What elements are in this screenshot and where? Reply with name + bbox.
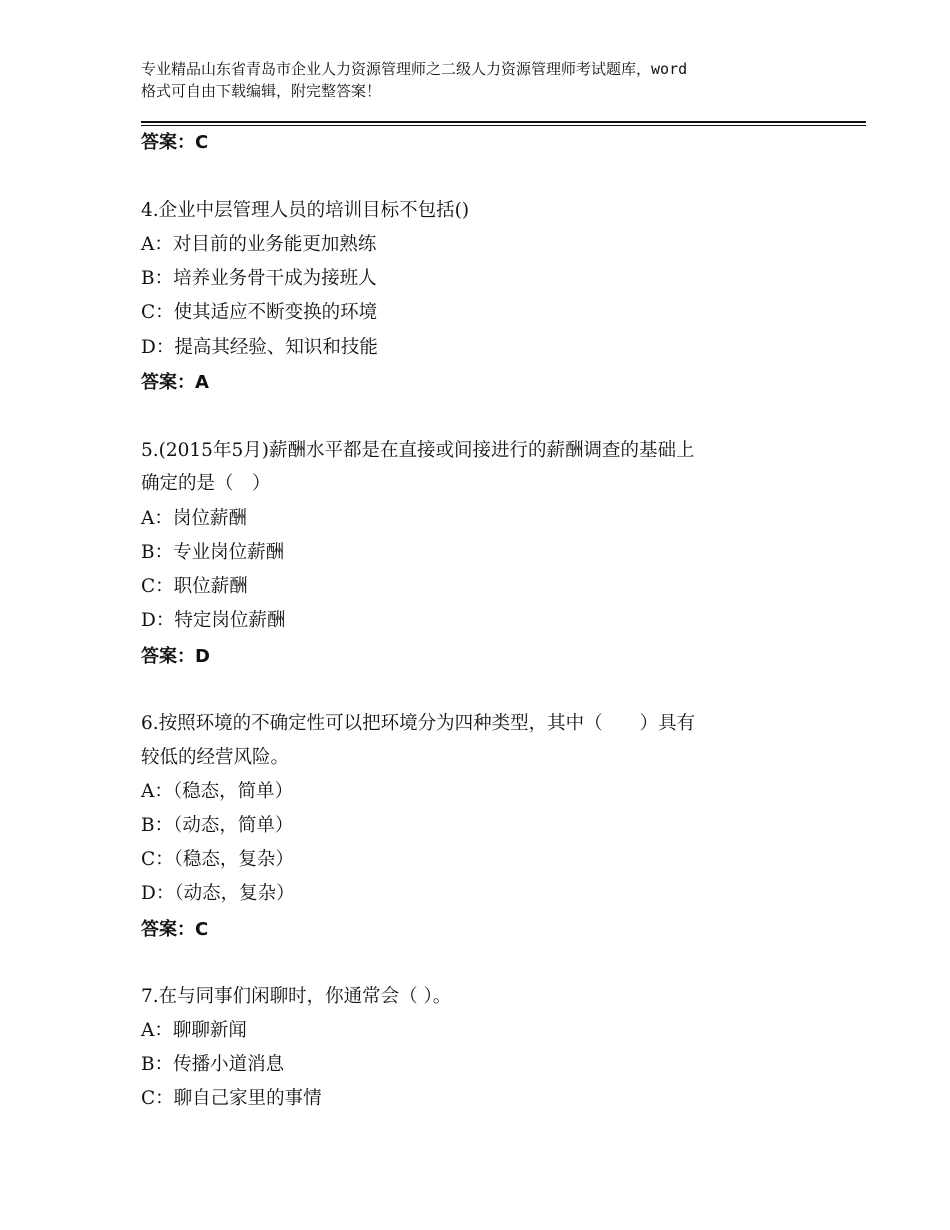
question-5-option-d: D：特定岗位薪酬 (141, 610, 286, 631)
question-6-option-d: D：（动态，复杂） (141, 883, 295, 904)
header-title-line-1: 专业精品山东省青岛市企业人力资源管理师之二级人力资源管理师考试题库，word (141, 60, 688, 78)
question-7-option-c: C：聊自己家里的事情 (141, 1088, 322, 1109)
answer-q5: 答案：D (141, 646, 210, 667)
question-6-option-b: B：（动态，简单） (141, 815, 294, 836)
question-7-option-b: B：传播小道消息 (141, 1054, 285, 1075)
question-6-stem-line-2: 较低的经营风险。 (141, 747, 290, 768)
header-divider-thin (141, 125, 866, 126)
question-6-option-a: A：（稳态，简单） (141, 781, 294, 802)
question-5-option-b: B：专业岗位薪酬 (141, 542, 285, 563)
question-4-option-d: D：提高其经验、知识和技能 (141, 337, 378, 358)
question-5-option-c: C：职位薪酬 (141, 576, 248, 597)
question-7-stem: 7.在与同事们闲聊时，你通常会（ ）。 (141, 986, 452, 1007)
question-5-stem-line-2: 确定的是（ ） (141, 473, 271, 494)
question-4-option-c: C：使其适应不断变换的环境 (141, 302, 378, 323)
answer-q3: 答案：C (141, 132, 209, 153)
question-5-stem-line-1: 5.(2015年5月)薪酬水平都是在直接或间接进行的薪酬调查的基础上 (141, 440, 695, 461)
question-6-option-c: C：（稳态，复杂） (141, 849, 294, 870)
question-4-option-a: A：对目前的业务能更加熟练 (141, 234, 377, 255)
answer-q6: 答案：C (141, 919, 209, 940)
answer-q4: 答案：A (141, 372, 209, 393)
header-divider-thick (141, 121, 866, 123)
question-4-option-b: B：培养业务骨干成为接班人 (141, 268, 377, 289)
document-header (141, 58, 831, 102)
header-title-line-2: 格式可自由下载编辑，附完整答案！ (141, 82, 382, 100)
question-5-option-a: A：岗位薪酬 (141, 508, 247, 529)
question-7-option-a: A：聊聊新闻 (141, 1020, 247, 1041)
question-4-stem: 4.企业中层管理人员的培训目标不包括() (141, 200, 470, 221)
question-6-stem-line-1: 6.按照环境的不确定性可以把环境分为四种类型，其中（ ）具有 (141, 713, 696, 734)
